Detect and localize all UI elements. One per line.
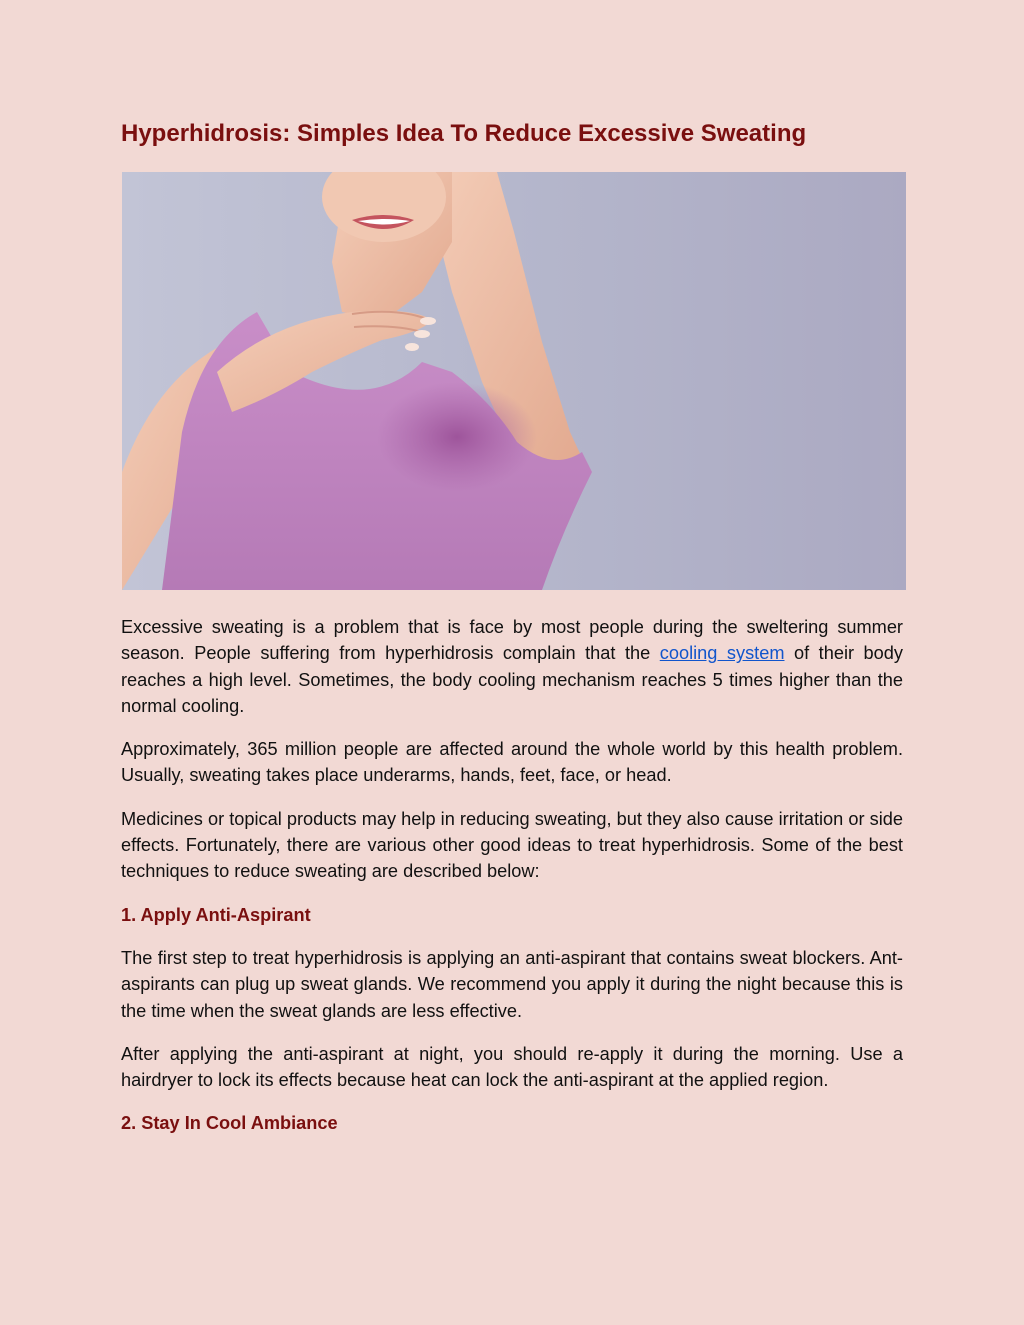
section-heading-cool-ambiance: 2. Stay In Cool Ambiance: [121, 1113, 338, 1134]
paragraph-treatments: Medicines or topical products may help in reducing sweating, but they also cause irritation or side effects. Fortunately, there are various other good ideas to treat hyperhidrosis. Some of the best techniques to reduce sweating are described below:: [121, 808, 903, 882]
paragraph-statistics: Approximately, 365 million people are affected around the whole world by this health problem. Usually, sweating takes place underarms, hands, feet, face, or head.: [121, 739, 903, 786]
cooling-system-link[interactable]: cooling system: [659, 643, 785, 664]
page-title: Hyperhidrosis: Simples Idea To Reduce Excessive Sweating: [121, 120, 807, 147]
intro-text-end: of their body reaches a high level. Sometimes, the body cooling mechanism reaches 5 times higher than the normal cooling.: [121, 643, 903, 716]
paragraph-anti-aspirant-1: The first step to treat hyperhidrosis is applying an anti-aspirant that contains sweat blockers. Ant-aspirants can plug up sweat glands. We recommend you apply it during the night because this is the time when the sweat glands are less effective.: [121, 947, 903, 1021]
paragraph-anti-aspirant-2: After applying the anti-aspirant at night, you should re-apply it during the morning. Use a hairdryer to lock its effects because heat can lock the anti-aspirant at the applied region.: [121, 1043, 903, 1091]
woman-underarm-sweat-photo: [122, 172, 906, 590]
article-body: [121, 614, 903, 1154]
intro-text-start: Excessive sweating is a problem that is face by most people during the sweltering summer season. People suffering from hyperhidrosis complain that the: [121, 617, 903, 664]
intro-paragraph: [121, 614, 903, 719]
hero-image: [122, 172, 906, 590]
section-heading-anti-aspirant: 1. Apply Anti-Aspirant: [121, 904, 311, 925]
